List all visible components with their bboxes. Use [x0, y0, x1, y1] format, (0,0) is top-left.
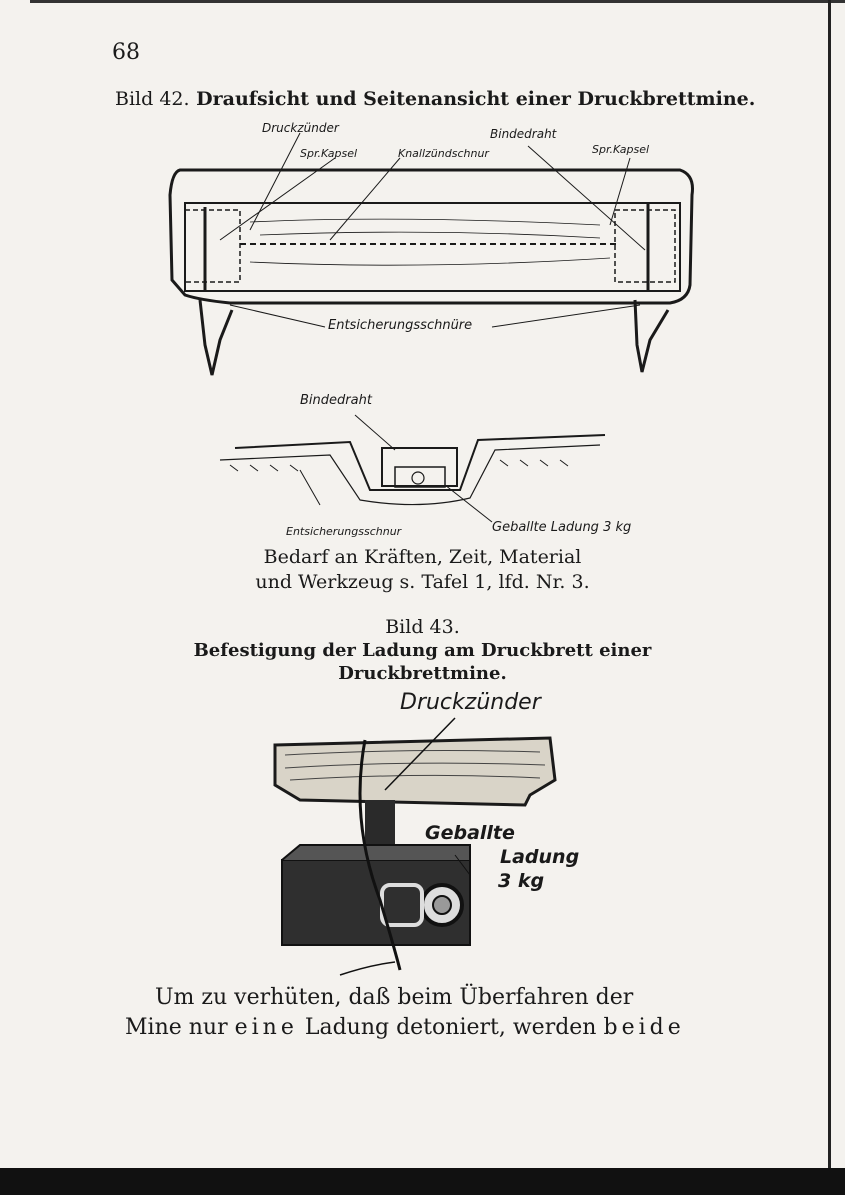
- body-text-line-2-mid: Ladung detoniert, werden: [304, 1015, 597, 1040]
- body-text-emphasis-1: eine: [234, 1015, 298, 1040]
- page-number: 68: [112, 40, 140, 65]
- body-text-emphasis-2: beide: [603, 1015, 685, 1040]
- figure-42-number: Bild 42.: [115, 88, 190, 110]
- label-knallzuendschnur: Knallzündschnur: [398, 147, 489, 160]
- label-spr-kapsel-right: Spr.Kapsel: [592, 143, 650, 156]
- figure-43-number: Bild 43.: [385, 616, 460, 638]
- label-entsicherungsschnuere: Entsicherungsschnüre: [328, 318, 473, 333]
- requirements-line-1: Bedarf an Kräften, Zeit, Material: [263, 546, 582, 568]
- figure-42-title: Draufsicht und Seitenansicht einer Druckbrettmine.: [196, 88, 756, 110]
- figure-43-caption-line-2: Druckbrettmine.: [338, 663, 507, 684]
- body-text-line-2-start: Mine nur: [125, 1015, 228, 1040]
- label-entsicherungsschnur: Entsicherungsschnur: [286, 525, 402, 538]
- label-geballte-43: Geballte: [425, 822, 515, 844]
- mine-side-view: [220, 415, 605, 522]
- requirements-line-2: und Werkzeug s. Tafel 1, lfd. Nr. 3.: [255, 571, 590, 593]
- label-spr-kapsel-left: Spr.Kapsel: [300, 147, 358, 160]
- mine-top-view: [170, 133, 693, 375]
- label-druckzuender-43: Druckzünder: [400, 690, 541, 715]
- label-ladung-43: Ladung: [500, 846, 580, 868]
- label-geballte-ladung: Geballte Ladung 3 kg: [492, 520, 632, 535]
- label-bindedraht-side: Bindedraht: [300, 393, 372, 408]
- label-weight-43: 3 kg: [498, 870, 545, 892]
- label-bindedraht-top: Bindedraht: [490, 127, 557, 141]
- body-text-line-2: [125, 1015, 685, 1040]
- body-text-line-1: Um zu verhüten, daß beim Überfahren der: [155, 985, 634, 1010]
- figure-43-caption-line-1: Befestigung der Ladung am Druckbrett einer: [193, 640, 652, 661]
- label-druckzuender: Druckzünder: [262, 121, 339, 135]
